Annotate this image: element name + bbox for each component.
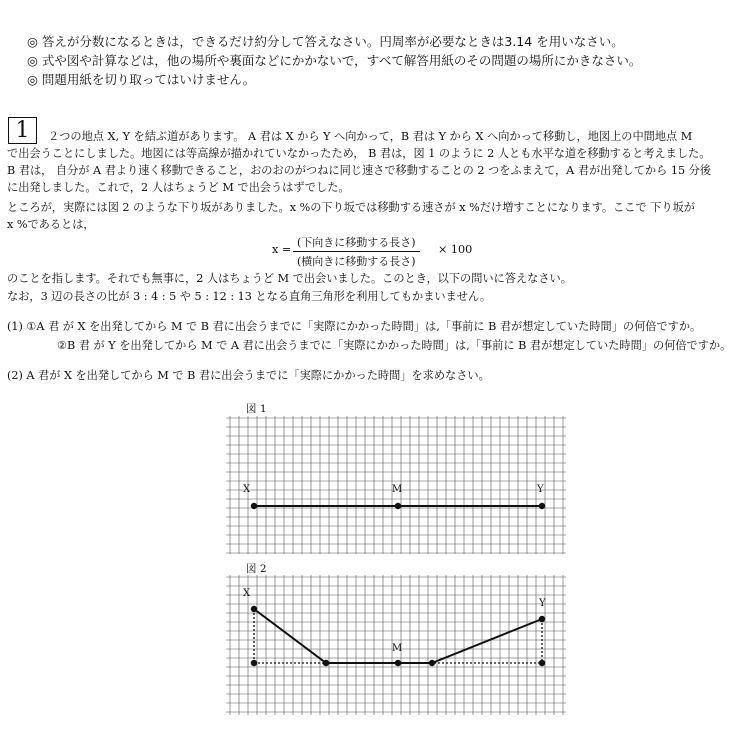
- subquestion-2: (2) A 君が X を出発してから M で B 君に出会うまでに「実際にかかった時間」を求めなさい。: [7, 369, 490, 382]
- figure2-label-y: Y: [539, 598, 546, 609]
- figure2-road: [254, 609, 542, 663]
- instruction-2: ◎ 式や図や計算などは，他の場所や裏面などにかかないで，すべて解答用紙のその問題の場所にかきなさい。: [27, 53, 642, 68]
- figure2-label-m: M: [392, 643, 403, 654]
- formula-lhs: x =: [272, 243, 292, 256]
- after-line-1: のことを指します。それでも無事に，2 人はちょうど M で出会いました。このとき，以下の問いに答えなさい。: [7, 272, 572, 285]
- paragraph-line-4: に出発しました。これで，2 人はちょうど M で出会うはずでした。: [7, 181, 350, 194]
- figure1-label-y: Y: [537, 484, 544, 495]
- figure2-title: 図 2: [246, 563, 267, 575]
- figure2-point-x: [251, 606, 257, 612]
- figure1-title: 図 1: [246, 403, 267, 415]
- figure2-point-slope-bottom-right: [429, 660, 435, 666]
- figure1-point-y: [539, 503, 545, 509]
- instruction-3: ◎ 問題用紙を切り取ってはいけません。: [27, 72, 256, 87]
- paragraph-line-5: ところが，実際には図 2 のような下り坂がありました。x %の下り坂では移動する速さが x %だけ増すことになります。ここで 下り坂が: [7, 201, 695, 214]
- figure2-point-m: [395, 660, 401, 666]
- figure2-point-x-base: [251, 660, 257, 666]
- subquestion-1-1: (1) ①A 君 が X を出発してから M で B 君に出会うまでに「実際にかかった時間」は,「事前に B 君が想定していた時間」の何倍ですか。: [7, 320, 702, 333]
- formula-denominator: (横向きに移動する長さ): [297, 255, 416, 268]
- figure1-label-m: M: [392, 484, 403, 495]
- figure2-point-y-base: [539, 660, 545, 666]
- figure1-point-x: [251, 503, 257, 509]
- question-number-box: 1: [8, 117, 37, 144]
- instruction-1: ◎ 答えが分数になるときは，できるだけ約分して答えなさい。円周率が必要なときは3.14 を用いなさい。: [27, 34, 624, 49]
- after-line-2: なお，3 辺の長さの比が 3 : 4 : 5 や 5 : 12 : 13 となる直角三角形を利用してもかまいません。: [7, 290, 492, 303]
- paragraph-line-3: B 君は， 自分が A 君より速く移動できること，おのおのがつねに同じ速さで移動することの 2 つをふまえて，A 君が出発してから 15 分後: [7, 164, 712, 177]
- paragraph-line-6: x %であるとは，: [7, 218, 95, 231]
- formula-fraction: [293, 234, 420, 269]
- figure2-label-x: X: [243, 588, 251, 599]
- figure1-point-m: [395, 503, 401, 509]
- figure2-point-y: [539, 616, 545, 622]
- paragraph-line-1: ２つの地点 X, Y を結ぶ道があります。 A 君は X から Y へ向かって，B 君は Y から X へ向かって移動し，地図上の中間地点 M: [48, 130, 693, 143]
- paragraph-line-2: で出会うことにしました。地図には等高線が描かれていなかったため， B 君は，図 1 のように 2 人とも水平な道を移動すると考えました。: [7, 147, 711, 160]
- subquestion-1-2: ②B 君 が Y を出発してから M で A 君に出会うまでに「実際にかかった時間」は,「事前に B 君が想定していた時間」の何倍ですか。: [57, 339, 732, 352]
- figure2-point-slope-bottom-left: [323, 660, 329, 666]
- formula-multiplier: × 100: [438, 243, 473, 256]
- formula-numerator: (下向きに移動する長さ): [293, 234, 420, 252]
- figure1-label-x: X: [243, 484, 251, 495]
